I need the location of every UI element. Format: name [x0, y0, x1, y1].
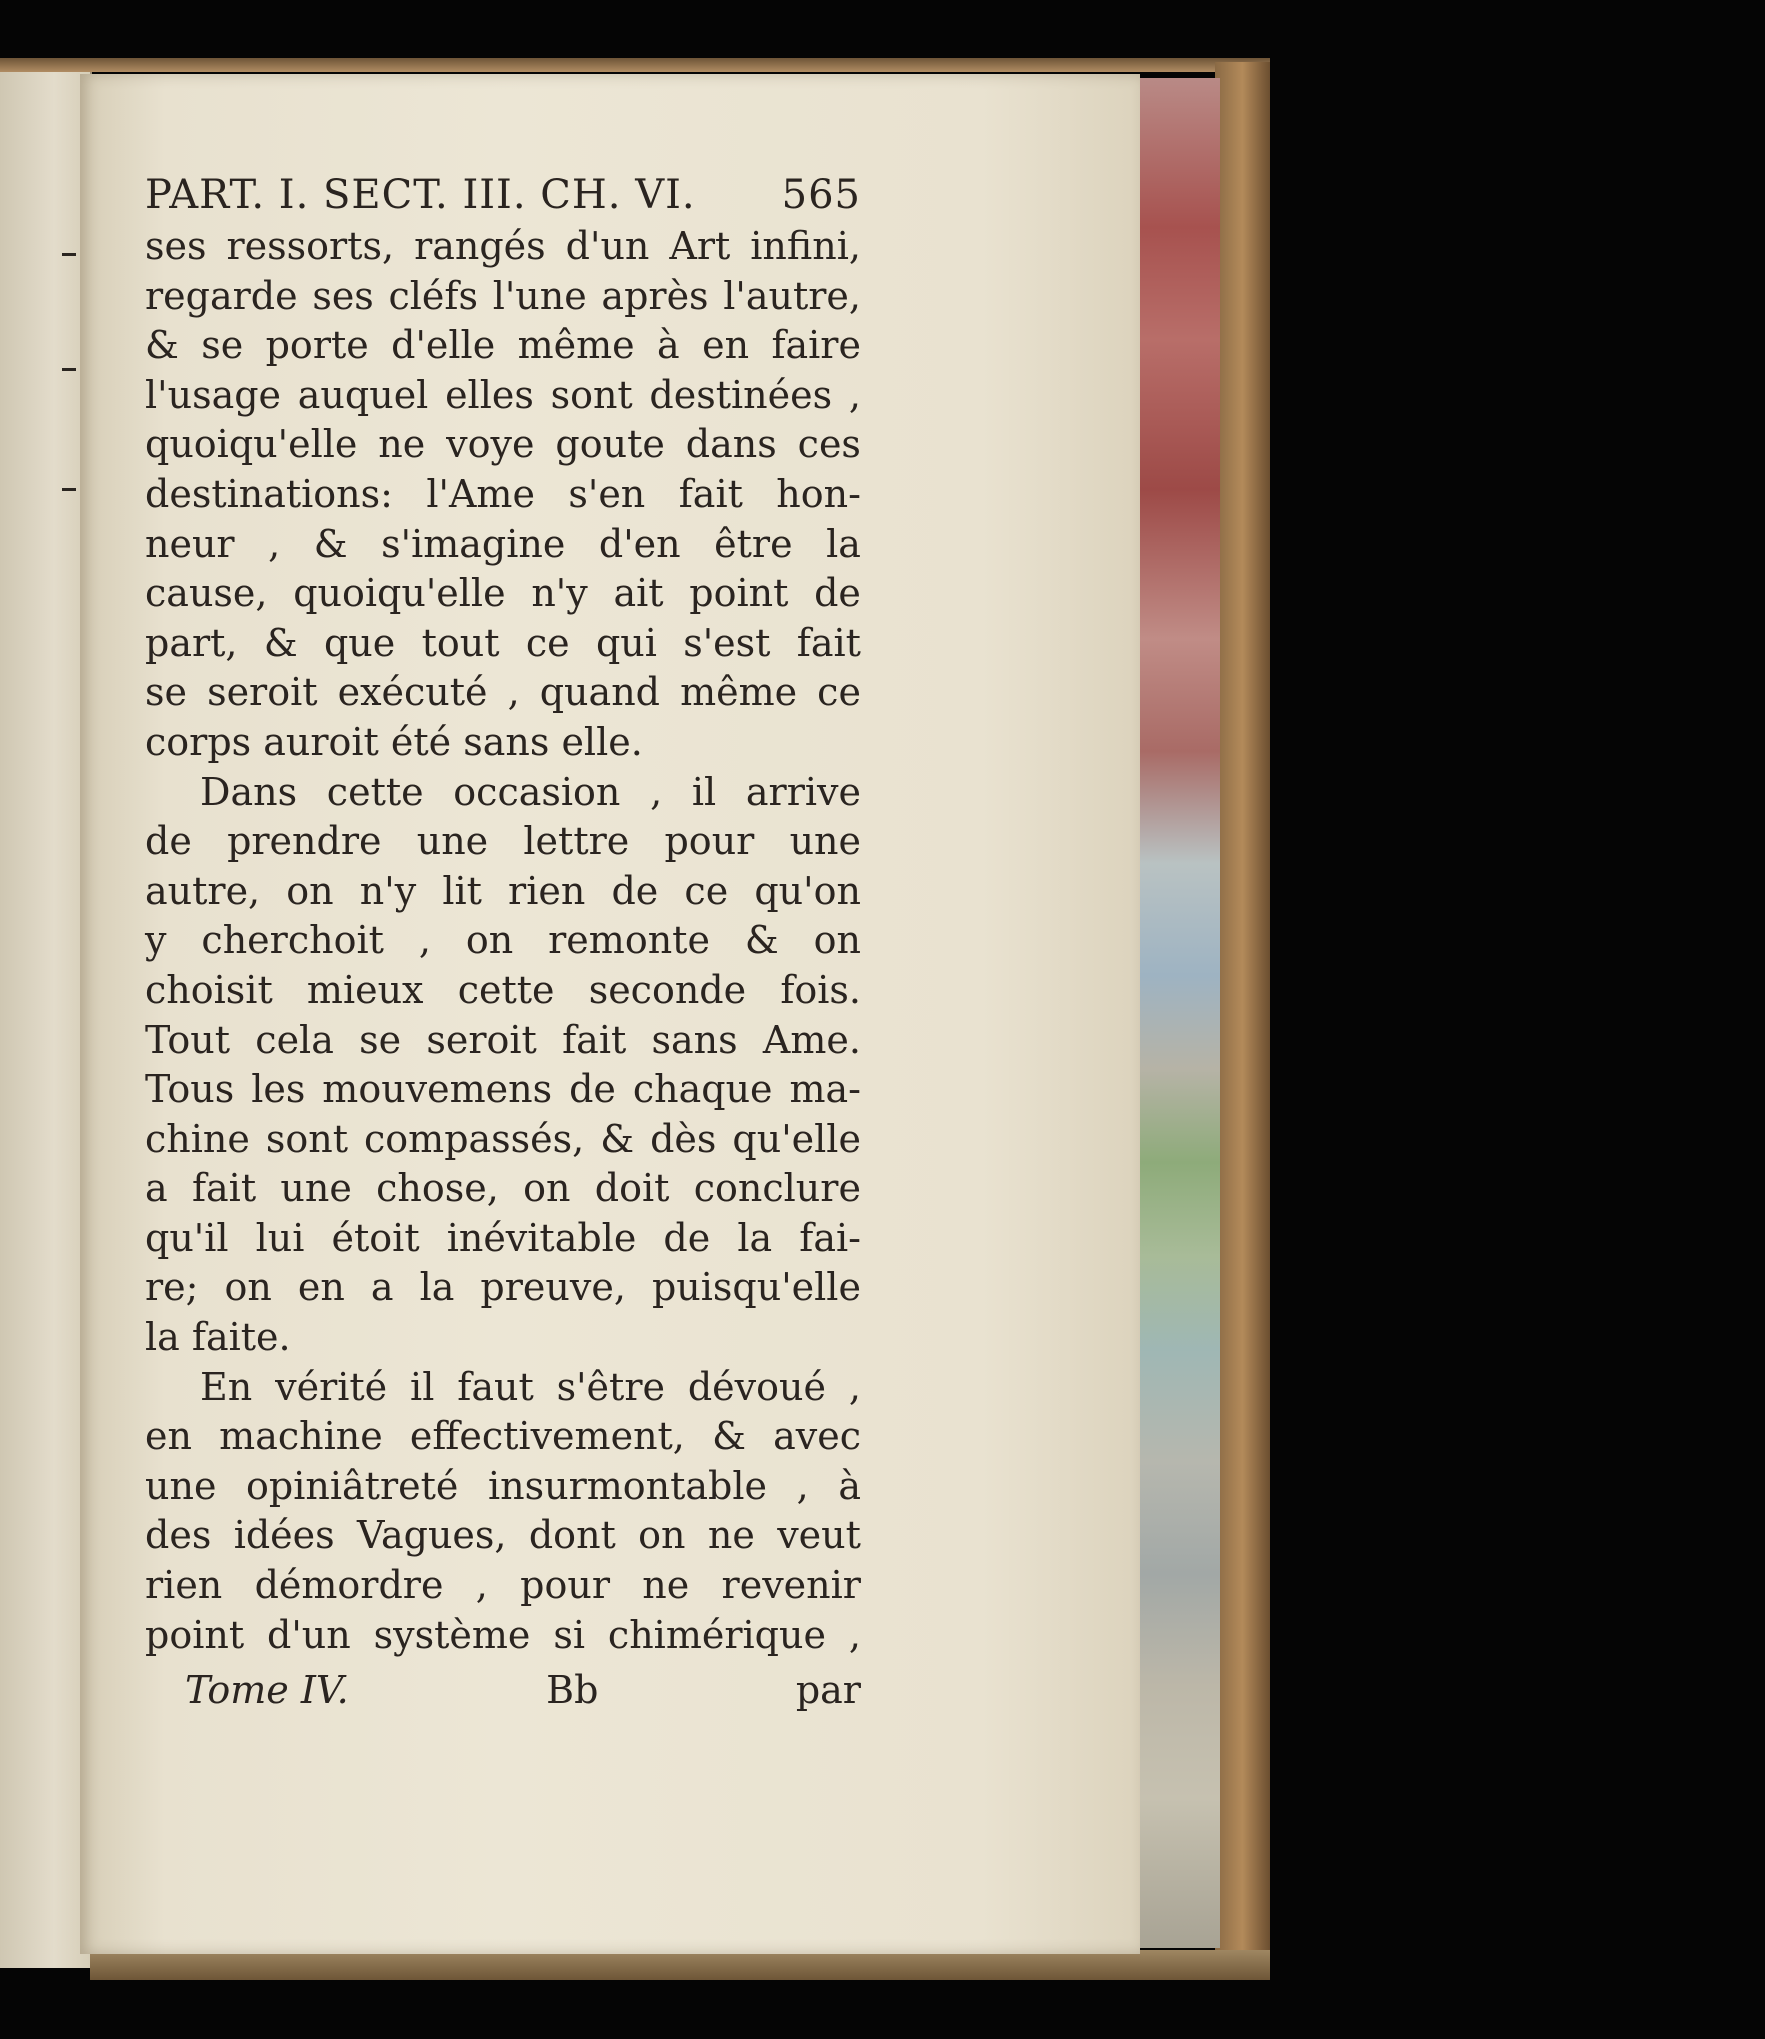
- page-text-block: [145, 172, 861, 1712]
- running-head: [145, 172, 861, 218]
- text-line: Tout cela se seroit fait sans Ame.: [145, 1017, 861, 1062]
- text-line: en machine effectivement, & avec: [145, 1414, 861, 1459]
- binding-spine-edge: [1215, 62, 1270, 1977]
- text-line: la faite.: [145, 1315, 291, 1360]
- text-line: Tous les mouvemens de chaque ma-: [145, 1067, 861, 1112]
- facing-page-text-fragment: [62, 488, 76, 491]
- text-line: regarde ses cléfs l'une après l'autre,: [145, 273, 861, 318]
- text-line: Dans cette occasion , il arrive: [200, 769, 861, 814]
- marbled-fore-edge: [1138, 78, 1220, 1948]
- text-line: l'usage auquel elles sont destinées ,: [145, 372, 861, 417]
- text-line: des idées Vagues, dont on ne veut: [145, 1513, 861, 1558]
- text-line: ses ressorts, rangés d'un Art infini,: [145, 224, 861, 268]
- text-line: & se porte d'elle même à en faire: [145, 323, 861, 368]
- running-head-title: PART. I. SECT. III. CH. VI.: [145, 172, 696, 218]
- binding-top: [0, 58, 1270, 72]
- text-line: neur , & s'imagine d'en être la: [145, 521, 861, 566]
- text-line: quoiqu'elle ne voye goute dans ces: [145, 422, 861, 467]
- text-line: destinations: l'Ame s'en fait hon-: [145, 471, 861, 516]
- text-line: se seroit exécuté , quand même ce: [145, 670, 861, 715]
- text-line: y cherchoit , on remonte & on: [145, 918, 861, 963]
- text-line: En vérité il faut s'être dévoué ,: [200, 1364, 861, 1409]
- text-line: qu'il lui étoit inévitable de la fai-: [145, 1215, 861, 1260]
- page-footer: [145, 1668, 861, 1712]
- text-line: point d'un système si chimérique ,: [145, 1612, 861, 1657]
- text-line: re; on en a la preuve, puisqu'elle: [145, 1265, 861, 1310]
- catchword: par: [795, 1668, 861, 1713]
- page-number: 565: [781, 172, 861, 218]
- text-line: corps auroit été sans elle.: [145, 719, 643, 764]
- volume-mark: Tome IV.: [185, 1668, 349, 1713]
- facing-page-text-fragment: [62, 253, 76, 256]
- text-line: autre, on n'y lit rien de ce qu'on: [145, 868, 861, 913]
- body-text: [145, 222, 861, 1660]
- text-line: part, & que tout ce qui s'est fait: [145, 620, 861, 665]
- text-line: choisit mieux cette seconde fois.: [145, 967, 861, 1012]
- text-line: de prendre une lettre pour une: [145, 819, 861, 864]
- text-line: une opiniâtreté insurmontable , à: [145, 1463, 861, 1508]
- facing-page-edge: [0, 68, 92, 1968]
- text-line: chine sont compassés, & dès qu'elle: [145, 1116, 861, 1161]
- binding-bottom: [90, 1950, 1270, 1980]
- text-line: cause, quoiqu'elle n'y ait point de: [145, 571, 861, 616]
- signature-mark: Bb: [546, 1668, 599, 1713]
- text-line: a fait une chose, on doit conclure: [145, 1166, 861, 1211]
- text-line: rien démordre , pour ne revenir: [145, 1563, 861, 1608]
- facing-page-text-fragment: [62, 368, 76, 371]
